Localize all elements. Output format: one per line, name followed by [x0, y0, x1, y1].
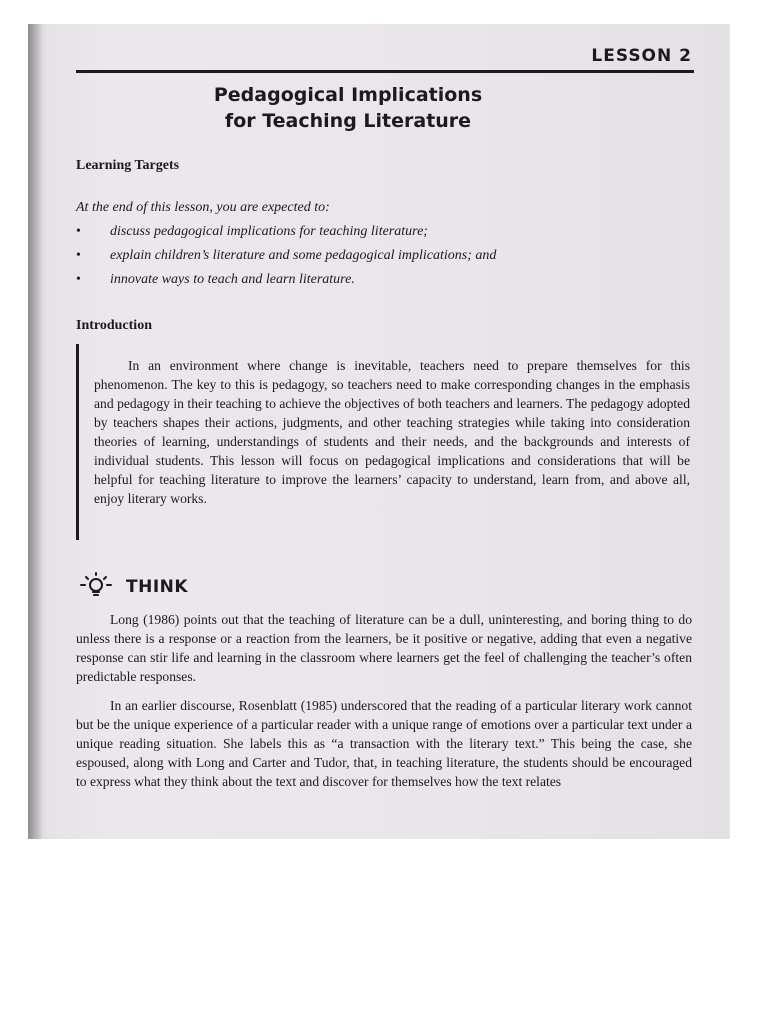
bullet-icon: • [76, 272, 81, 287]
think-paragraph-2: In an earlier discourse, Rosenblatt (1985) underscored that the reading of a particular literary work cannot but be the unique experience of a particular reader with a unique range of emotions over a particular text under a unique reading situation. She labels this as “a transaction with the literary text.” This being the case, she espoused, along with Long and Carter and Tudor, that, in teaching literature, the students should be encouraged to express what they think about the text and discover for themselves how the text relates [76, 698, 692, 789]
list-item [76, 268, 496, 292]
learning-targets-list [76, 220, 496, 292]
think-heading: THINK [126, 577, 189, 597]
bullet-icon: • [76, 248, 81, 263]
introduction-sidebar-rule [76, 344, 79, 540]
introduction-heading: Introduction [76, 318, 152, 333]
bullet-icon: • [76, 224, 81, 239]
lesson-label: LESSON 2 [591, 46, 692, 66]
header-rule [76, 70, 694, 73]
scanned-page [28, 24, 730, 839]
introduction-paragraph: In an environment where change is inevitable, teachers need to prepare themselves for this phenomenon. The key to this is pedagogy, so teachers need to make corresponding changes in the emphasis and pedagogy in their teaching to achieve the objectives of both teachers and learners. The pedagogy adopted by teachers shapes their actions, judgments, and other teaching strategies while taking into consideration theories of learning, understandings of students and their needs, and the backgrounds and interests of individual students. This lesson will focus on pedagogical implications and considerations that will be helpful for teaching literature to improve the learners’ capacity to understand, learn from, and above all, enjoy literary works. [94, 358, 690, 506]
title-line-1: Pedagogical Implications [213, 84, 483, 106]
page-content [28, 24, 730, 839]
page-title [148, 82, 548, 134]
target-text: explain children’s literature and some pedagogical implications; and [110, 248, 497, 263]
target-text: innovate ways to teach and learn literature. [110, 272, 355, 287]
target-text: discuss pedagogical implications for teaching literature; [110, 224, 428, 239]
lightbulb-icon [76, 572, 116, 602]
learning-targets-intro: At the end of this lesson, you are expected to: [76, 200, 330, 215]
think-paragraph-1: Long (1986) points out that the teaching of literature can be a dull, uninteresting, and boring thing to do unless there is a response or a reaction from the learners, be it positive or negative, adding that even a negative response can stir life and learning in the classroom where learners get the feel of challenging the teacher’s often predictable responses. [76, 612, 692, 684]
learning-targets-heading: Learning Targets [76, 158, 180, 173]
list-item [76, 244, 496, 268]
list-item [76, 220, 496, 244]
title-line-2: for Teaching Literature [224, 110, 472, 132]
